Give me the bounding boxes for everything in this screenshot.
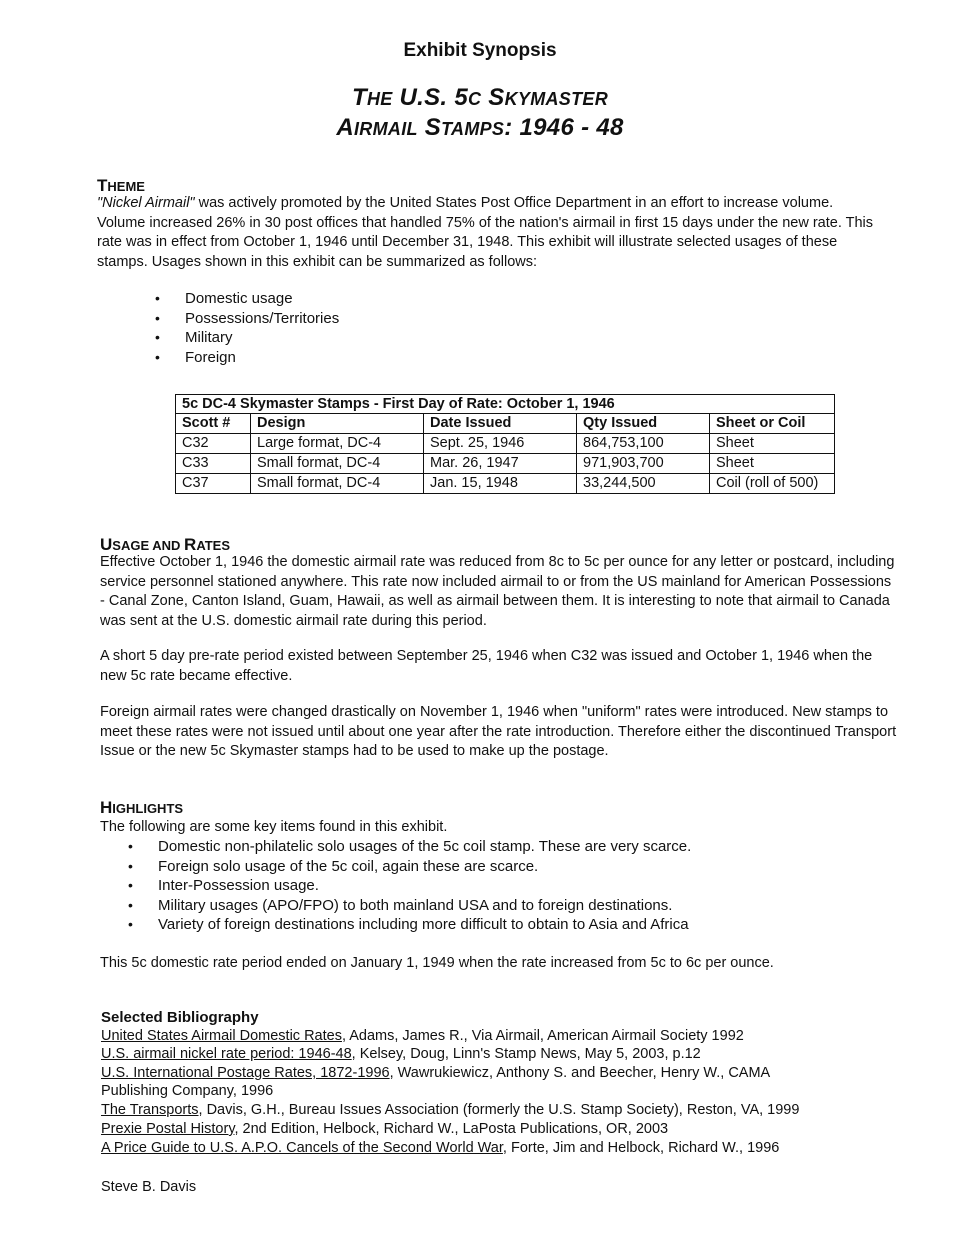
table-header-row — [176, 414, 835, 434]
list-item: • Military — [155, 328, 339, 348]
table-cell: C37 — [176, 474, 251, 494]
table-row — [176, 454, 835, 474]
table-cell: 864,753,100 — [577, 434, 710, 454]
bibliography-details: , Wawrukiewicz, Anthony S. and Beecher, Henry W., CAMA — [389, 1065, 771, 1081]
bibliography-entry — [101, 1027, 744, 1046]
title-2-part: S — [417, 114, 442, 141]
skymaster-stamps-table — [175, 394, 835, 494]
bibliography-entry — [101, 1045, 701, 1064]
title-line-2 — [0, 114, 960, 142]
table-cell: C33 — [176, 454, 251, 474]
bibliography-entry — [101, 1139, 779, 1158]
table-cell: Mar. 26, 1947 — [424, 454, 577, 474]
bibliography-title: U.S. International Postage Rates, 1872-1996 — [101, 1065, 390, 1081]
table-cell: Large format, DC-4 — [251, 434, 424, 454]
title-1-part: HE — [366, 89, 393, 109]
document-heading: Exhibit Synopsis — [403, 40, 557, 61]
highlights-intro: The following are some key items found in this exhibit. — [100, 819, 448, 835]
column-header: Scott # — [176, 414, 251, 434]
bibliography-details: , Forte, Jim and Helbock, Richard W., 1996 — [502, 1140, 780, 1156]
bibliography-heading: Selected Bibliography — [101, 1009, 259, 1026]
usage-summary-list — [155, 289, 339, 367]
column-header: Design — [251, 414, 424, 434]
bibliography-title: Prexie Postal History — [101, 1121, 235, 1137]
usage-paragraph-2: A short 5 day pre-rate period existed between September 25, 1946 when C32 was issued and October 1, 1946 when the new 5c rate became effective. — [100, 648, 873, 684]
table-cell: Sheet — [710, 434, 835, 454]
heading-part: H — [100, 798, 113, 817]
bibliography-title: United States Airmail Domestic Rates — [101, 1028, 342, 1044]
table-cell: Jan. 15, 1948 — [424, 474, 577, 494]
column-header: Sheet or Coil — [710, 414, 835, 434]
title-1-part: U.S. 5 — [392, 84, 469, 111]
bibliography-details: Publishing Company, 1996 — [101, 1083, 274, 1099]
theme-heading — [97, 176, 145, 196]
theme-paragraph — [97, 194, 877, 272]
bibliography-title: U.S. airmail nickel rate period: 1946-48 — [101, 1046, 352, 1062]
title-1-part: KYMASTER — [504, 89, 609, 109]
highlights-heading — [100, 798, 183, 818]
table-row — [176, 474, 835, 494]
heading-part: R — [184, 535, 197, 554]
title-2-part: A — [336, 114, 354, 141]
bibliography-details: , 2nd Edition, Helbock, Richard W., LaPosta Publications, OR, 2003 — [234, 1121, 669, 1137]
table-cell: Small format, DC-4 — [251, 454, 424, 474]
bibliography-entry — [101, 1101, 799, 1120]
usage-paragraph-1: Effective October 1, 1946 the domestic airmail rate was reduced from 8c to 5c per ounce for any letter or postcard, including service personnel stationed anywhere. This rate now included airmail to or from the US mainland for American Possessions - Canal Zone, Canton Island, Guam, Hawaii, as well as airmail between them. It is interesting to note that airmail to Canada was sent at the U.S. domestic airmail rate during this period. — [100, 554, 895, 629]
title-line-1 — [0, 84, 960, 112]
usage-paragraph-3: Foreign airmail rates were changed drastically on November 1, 1946 when "uniform" rates were introduced. New stamps to meet these rates were not issued until about one year after the rate introduction. Therefore either the discontinued Transport Issue or the new 5c Skymaster stamps had to be used to make up the postage. — [100, 704, 897, 759]
list-item: • Military usages (APO/FPO) to both mainland USA and to foreign destinations. — [128, 896, 691, 916]
bibliography-entry — [101, 1082, 273, 1101]
column-header: Qty Issued — [577, 414, 710, 434]
heading-part: ATES — [196, 538, 231, 553]
usage-and-rates-heading — [100, 535, 230, 555]
highlights-closing: This 5c domestic rate period ended on January 1, 1949 when the rate increased from 5c to 6c per ounce. — [100, 955, 774, 971]
bibliography-title: A Price Guide to U.S. A.P.O. Cancels of the Second World War — [101, 1140, 503, 1156]
table-cell: 33,244,500 — [577, 474, 710, 494]
heading-part: IGHLIGHTS — [112, 801, 184, 816]
table-caption: 5c DC-4 Skymaster Stamps - First Day of Rate: October 1, 1946 — [175, 394, 835, 413]
title-1-part: S — [481, 84, 505, 111]
title-2-part: IRMAIL — [354, 119, 418, 139]
table-cell: Coil (roll of 500) — [710, 474, 835, 494]
bibliography-details: , Adams, James R., Via Airmail, American Airmail Society 1992 — [341, 1028, 744, 1044]
table-cell: Sheet — [710, 454, 835, 474]
list-item: • Foreign solo usage of the 5c coil, again these are scarce. — [128, 857, 691, 877]
list-item: • Inter-Possession usage. — [128, 876, 691, 896]
column-header: Date Issued — [424, 414, 577, 434]
nickel-airmail-phrase: "Nickel Airmail" — [97, 195, 195, 211]
title-2-part: : 1946 - 48 — [504, 114, 624, 141]
theme-paragraph-text: was actively promoted by the United States Post Office Department in an effort to increase volume. Volume increased 26% in 30 post offices that handled 75% of the nation's airmail in first 15 days under the new rate. This rate was in effect from October 1, 1946 until December 31, 1948. This exhibit will illustrate selected usages of these stamps. Usages shown in this exhibit can be summarized as follows: — [97, 195, 874, 270]
title-1-part: C — [468, 89, 482, 109]
list-item: • Possessions/Territories — [155, 309, 339, 329]
bibliography-title: The Transports — [101, 1102, 199, 1118]
heading-part: HEME — [107, 179, 145, 194]
bibliography-entry — [101, 1064, 770, 1083]
table-cell: Small format, DC-4 — [251, 474, 424, 494]
heading-part: U — [100, 535, 113, 554]
table-cell: Sept. 25, 1946 — [424, 434, 577, 454]
author-name: Steve B. Davis — [101, 1179, 197, 1195]
highlights-list — [128, 837, 691, 935]
title-2-part: TAMPS — [441, 119, 505, 139]
heading-part: SAGE AND — [112, 538, 185, 553]
heading-part: T — [97, 176, 108, 195]
table-row — [176, 434, 835, 454]
bibliography-entry — [101, 1120, 668, 1139]
list-item: • Domestic non-philatelic solo usages of the 5c coil stamp. These are very scarce. — [128, 837, 691, 857]
bibliography-details: , Davis, G.H., Bureau Issues Association (formerly the U.S. Stamp Society), Reston, VA, 1999 — [198, 1102, 800, 1118]
list-item: • Foreign — [155, 348, 339, 368]
title-1-part: T — [351, 84, 367, 111]
table-cell: 971,903,700 — [577, 454, 710, 474]
bibliography-details: , Kelsey, Doug, Linn's Stamp News, May 5, 2003, p.12 — [351, 1046, 701, 1062]
list-item: • Domestic usage — [155, 289, 339, 309]
list-item: • Variety of foreign destinations including more difficult to obtain to Asia and Africa — [128, 915, 691, 935]
table-cell: C32 — [176, 434, 251, 454]
